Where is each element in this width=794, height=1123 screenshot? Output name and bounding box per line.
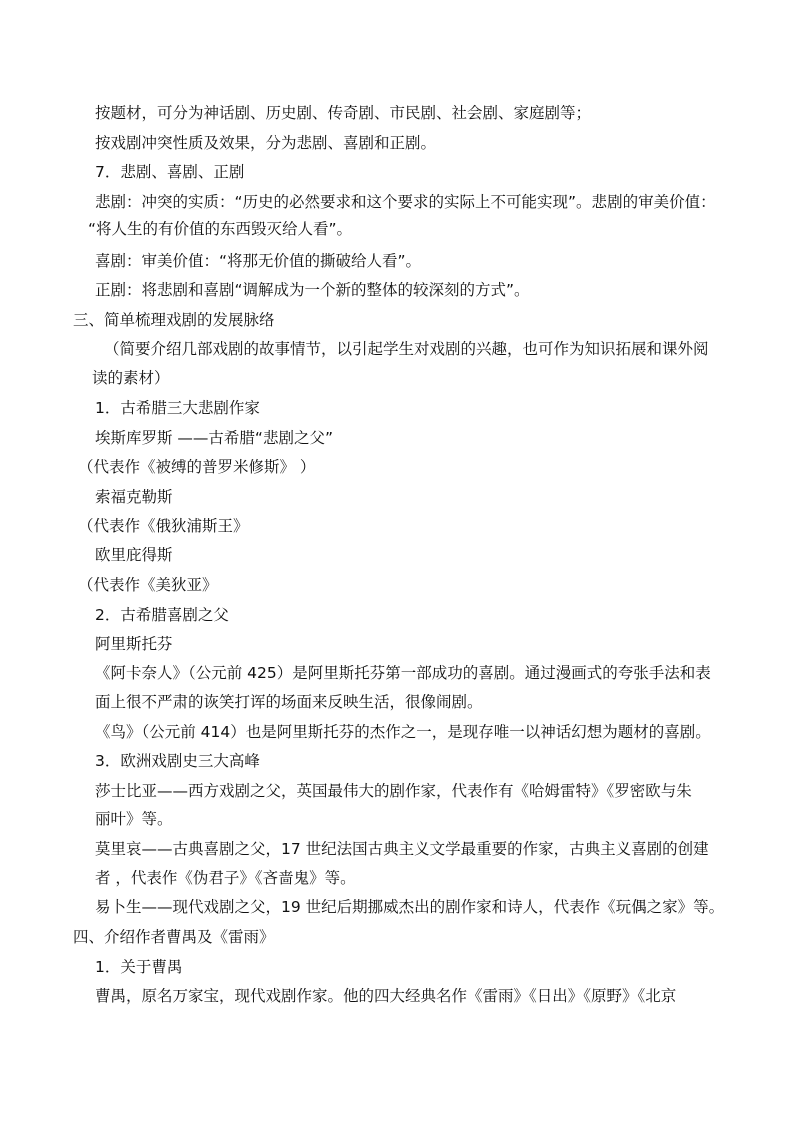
text-line: 喜剧：审美价值：“将那无价值的撕破给人看”。 — [95, 252, 422, 270]
section-heading: 2．古希腊喜剧之父 — [95, 606, 229, 624]
section-heading: 1．古希腊三大悲剧作家 — [95, 399, 260, 417]
text-line: 阿里斯托芬 — [95, 635, 173, 653]
text-line: 丽叶》等。 — [95, 810, 173, 828]
section-heading: 三、简单梳理戏剧的发展脉络 — [73, 311, 275, 329]
text-line: （代表作《俄狄浦斯王》 — [78, 517, 249, 535]
text-line: 埃斯库罗斯 ——古希腊“悲剧之父” — [95, 429, 333, 447]
text-line: 《鸟》（公元前 414）也是阿里斯托芬的杰作之一，是现存唯一以神话幻想为题材的喜剧。 — [95, 723, 711, 741]
text-line: 索福克勒斯 — [95, 488, 173, 506]
section-heading: 四、介绍作者曹禺及《雷雨》 — [73, 928, 275, 946]
text-line: 者 ，代表作《伪君子》《吝啬鬼》等。 — [95, 869, 356, 887]
text-line: 易卜生——现代戏剧之父，19 世纪后期挪威杰出的剧作家和诗人，代表作《玩偶之家》等。 — [95, 898, 725, 916]
text-line: 读的素材） — [92, 369, 170, 387]
text-line: 面上很不严肃的诙笑打诨的场面来反映生活，很像闹剧。 — [95, 693, 483, 711]
text-line: （代表作《美狄亚》 — [78, 576, 218, 594]
text-line: 《阿卡奈人》（公元前 425）是阿里斯托芬第一部成功的喜剧。通过漫画式的夸张手法和表 — [95, 664, 711, 682]
section-heading: 7．悲剧、喜剧、正剧 — [95, 163, 245, 181]
section-heading: 3．欧洲戏剧史三大高峰 — [95, 752, 260, 770]
text-line: “将人生的有价值的东西毁灭给人看”。 — [88, 220, 353, 238]
text-line: 悲剧：冲突的实质：“历史的必然要求和这个要求的实际上不可能实现”。悲剧的审美价值： — [95, 193, 716, 211]
section-heading: 1．关于曹禺 — [95, 958, 183, 976]
text-line: 欧里庇得斯 — [95, 546, 173, 564]
text-line: （代表作《被缚的普罗米修斯》 ） — [78, 458, 316, 476]
text-line: （简要介绍几部戏剧的故事情节，以引起学生对戏剧的兴趣，也可作为知识拓展和课外阅 — [104, 340, 709, 358]
text-line: 按题材，可分为神话剧、历史剧、传奇剧、市民剧、社会剧、家庭剧等； — [95, 104, 592, 122]
text-line: 曹禺，原名万家宝，现代戏剧作家。他的四大经典名作《雷雨》《日出》《原野》《北京 — [95, 987, 677, 1005]
text-line: 按戏剧冲突性质及效果，分为悲剧、喜剧和正剧。 — [95, 134, 437, 152]
text-line: 莎士比亚——西方戏剧之父，英国最伟大的剧作家，代表作有《哈姆雷特》《罗密欧与朱 — [95, 782, 692, 800]
text-line: 莫里哀——古典喜剧之父，17 世纪法国古典主义文学最重要的作家，古典主义喜剧的创建 — [95, 840, 709, 858]
text-line: 正剧：将悲剧和喜剧“调解成为一个新的整体的较深刻的方式”。 — [95, 281, 530, 299]
